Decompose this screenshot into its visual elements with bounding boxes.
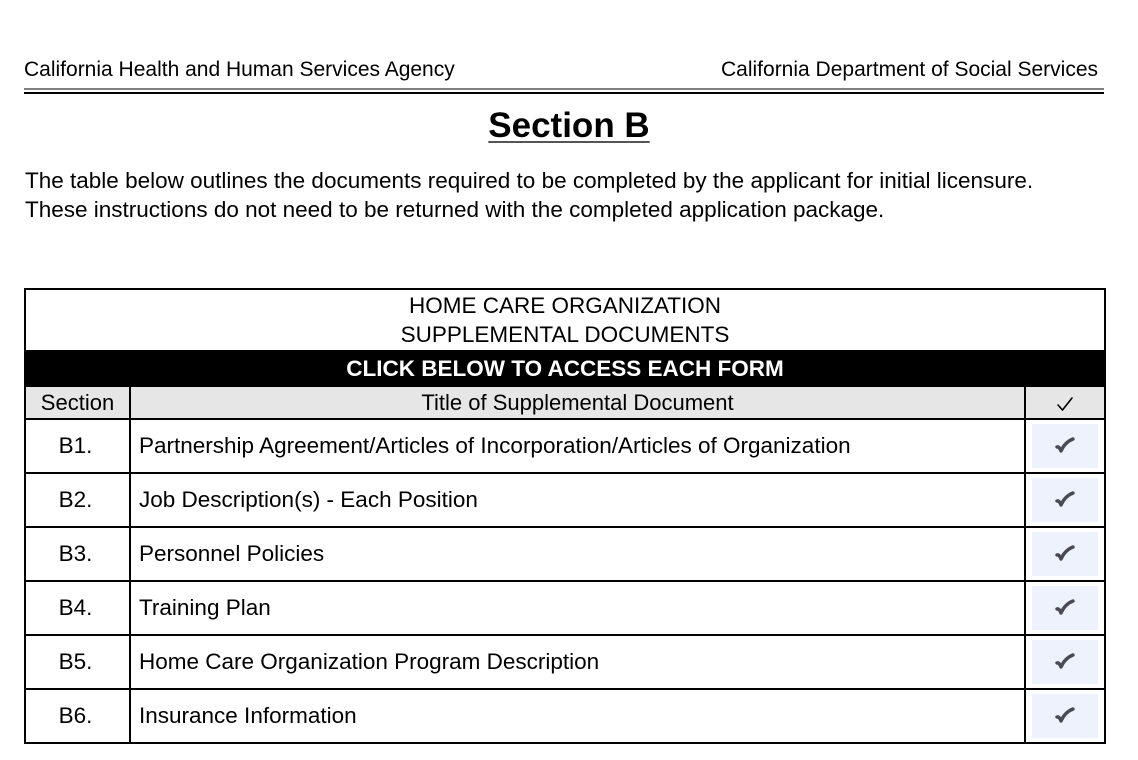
section-number: B3. bbox=[58, 541, 93, 566]
table-banner-row bbox=[25, 351, 1105, 386]
section-number: B2. bbox=[58, 487, 93, 512]
column-header-section: Section bbox=[25, 386, 130, 419]
document-title-cell bbox=[130, 419, 1025, 473]
checkbox-b3[interactable] bbox=[1032, 532, 1098, 576]
checkbox-b5[interactable] bbox=[1032, 640, 1098, 684]
check-cell bbox=[1025, 419, 1105, 473]
page-header bbox=[24, 56, 1103, 84]
section-number: B4. bbox=[58, 595, 93, 620]
checkbox-b2[interactable] bbox=[1032, 478, 1098, 522]
section-cell bbox=[25, 419, 130, 473]
table-row bbox=[25, 689, 1105, 743]
check-cell bbox=[1025, 635, 1105, 689]
table-title-line-1: HOME CARE ORGANIZATION bbox=[408, 293, 722, 318]
checkmark-icon bbox=[1054, 706, 1076, 726]
click-instructions-banner: CLICK BELOW TO ACCESS EACH FORM bbox=[25, 351, 1105, 386]
agency-left-rest: Health and Human Services Agency bbox=[112, 58, 455, 81]
agency-name-left bbox=[24, 58, 455, 82]
section-cell bbox=[25, 689, 130, 743]
document-title-cell bbox=[130, 473, 1025, 527]
section-cell bbox=[25, 473, 130, 527]
document-title-cell bbox=[130, 527, 1025, 581]
section-number: B5. bbox=[58, 649, 93, 674]
table-header-row bbox=[25, 386, 1105, 419]
agency-left-first-word: California bbox=[24, 58, 113, 81]
document-title-cell bbox=[130, 689, 1025, 743]
section-cell bbox=[25, 635, 130, 689]
checkbox-b4[interactable] bbox=[1032, 586, 1098, 630]
table-title bbox=[25, 289, 1105, 351]
intro-paragraph bbox=[25, 166, 1125, 224]
section-cell bbox=[25, 527, 130, 581]
document-link-b6[interactable]: Insurance Information bbox=[139, 703, 357, 728]
column-header-check bbox=[1025, 386, 1105, 419]
intro-line-2: These instructions do not need to be returned with the completed application package. bbox=[25, 197, 885, 222]
check-cell bbox=[1025, 581, 1105, 635]
table-row bbox=[25, 635, 1105, 689]
section-number: B1. bbox=[58, 433, 93, 458]
header-divider-grey bbox=[24, 88, 1104, 90]
supplemental-documents-table bbox=[24, 288, 1106, 744]
document-link-b2[interactable]: Job Description(s) - Each Position bbox=[139, 487, 478, 512]
document-title-cell bbox=[130, 581, 1025, 635]
checkmark-icon bbox=[1054, 598, 1076, 618]
table-row bbox=[25, 581, 1105, 635]
table-row bbox=[25, 527, 1105, 581]
section-number: B6. bbox=[58, 703, 93, 728]
table-row bbox=[25, 419, 1105, 473]
checkmark-icon bbox=[1054, 652, 1076, 672]
check-cell bbox=[1025, 689, 1105, 743]
checkbox-b1[interactable] bbox=[1032, 424, 1098, 468]
table-title-row bbox=[25, 289, 1105, 351]
department-name-right: California Department of Social Services bbox=[721, 58, 1098, 81]
intro-line-1: The table below outlines the documents required to be completed by the applicant for initial licensure. bbox=[25, 168, 1034, 193]
section-cell bbox=[25, 581, 130, 635]
document-link-b4[interactable]: Training Plan bbox=[139, 595, 271, 620]
checkmark-icon bbox=[1054, 436, 1076, 456]
column-header-title: Title of Supplemental Document bbox=[130, 386, 1025, 419]
checkmark-icon bbox=[1054, 544, 1076, 564]
header-divider-black bbox=[24, 92, 1104, 94]
checkmark-icon bbox=[1054, 490, 1076, 510]
section-title bbox=[0, 106, 1138, 146]
checkbox-b6[interactable] bbox=[1032, 694, 1098, 738]
document-link-b3[interactable]: Personnel Policies bbox=[139, 541, 325, 566]
check-cell bbox=[1025, 527, 1105, 581]
table-row bbox=[25, 473, 1105, 527]
document-link-b5[interactable]: Home Care Organization Program Description bbox=[139, 649, 600, 674]
table-title-line-2: SUPPLEMENTAL DOCUMENTS bbox=[400, 322, 730, 347]
checkmark-icon bbox=[1056, 390, 1074, 415]
check-cell bbox=[1025, 473, 1105, 527]
document-link-b1[interactable]: Partnership Agreement/Articles of Incorporation/Articles of Organization bbox=[139, 433, 851, 458]
document-title-cell bbox=[130, 635, 1025, 689]
section-title-text: Section B bbox=[488, 106, 650, 145]
